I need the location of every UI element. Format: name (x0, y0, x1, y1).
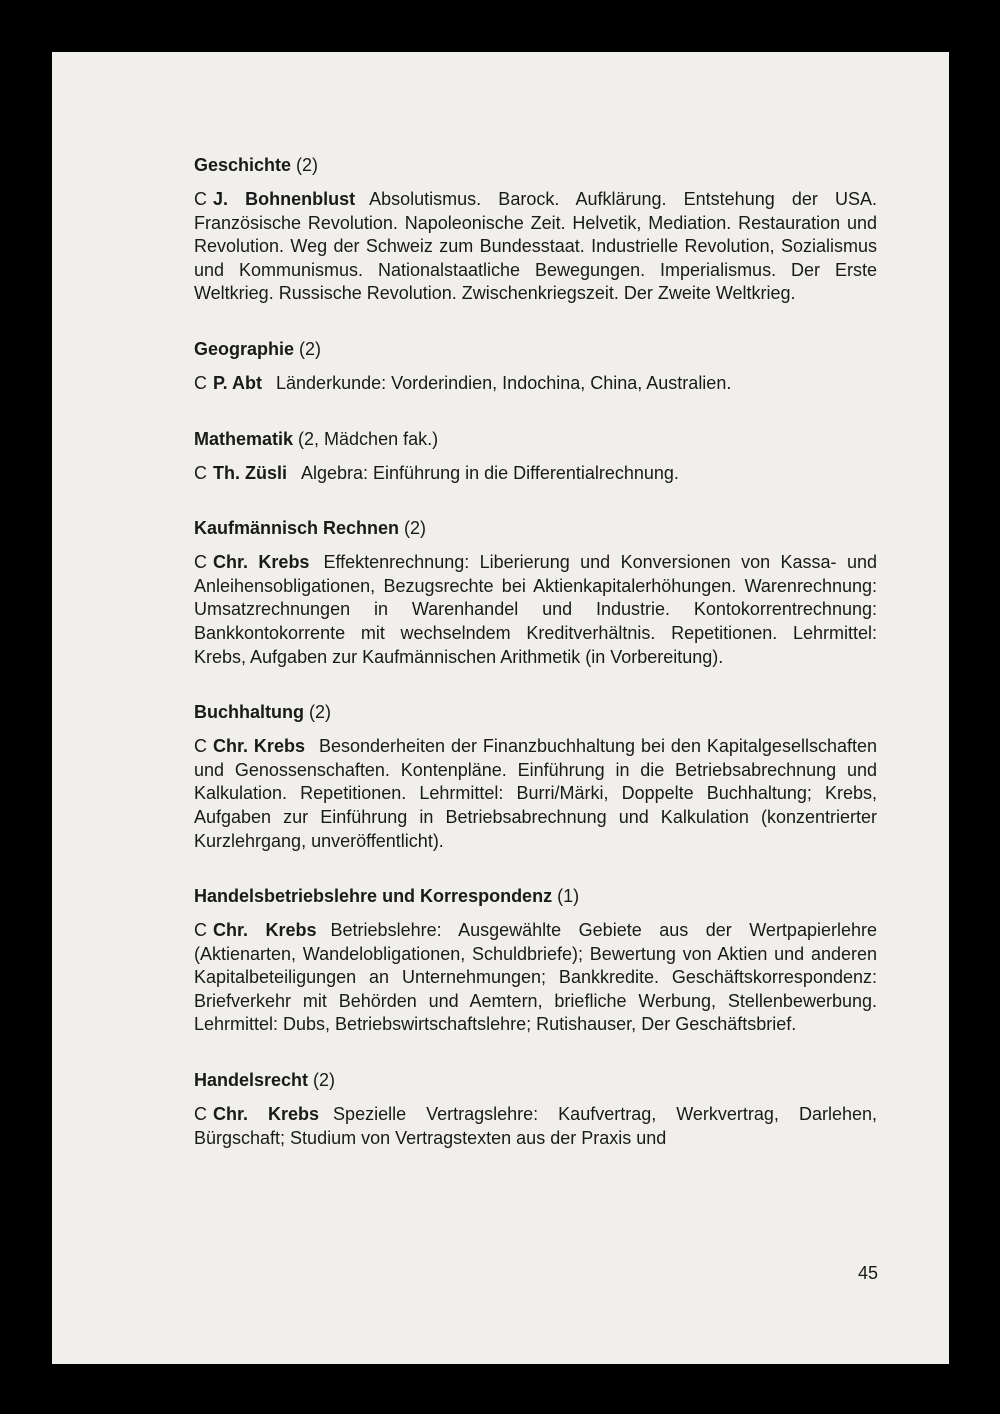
course-text: Betriebslehre: Ausgewählte Gebiete aus der Wertpapierlehre (Aktienarten, Wandelobligationen, Schuldbriefe); Bewertung von Aktien und anderen Kapitalbeteiligungen an Unternehmungen; Bankkredite. Geschäftskorrespondenz: Briefverkehr mit Behörden und Aemtern, briefliche Werbung, Stellenbewerbung. Lehrmittel: Dubs, Betriebswirtschaftslehre; Rutishauser, Der Geschäftsbrief. (194, 920, 877, 1035)
course-text: Besonderheiten der Finanzbuchhaltung bei den Kapitalgesellschaften und Genossenschaften. Kontenpläne. Einführung in die Betriebsabrechnung und Kalkulation. Repetitionen. Lehrmittel: Burri/Märki, Doppelte Buchhaltung; Krebs, Aufgaben zur Einführung in Betriebsabrechnung und Kalkulation (konzentrierter Kurzlehrgang, unveröffentlicht). (194, 736, 877, 851)
section-heading (194, 885, 877, 908)
teacher-name: Chr. Krebs (213, 1104, 320, 1125)
teacher-name: Chr. Krebs (213, 736, 305, 757)
course-text: Algebra: Einführung in die Differentialrechnung. (301, 462, 679, 483)
teacher-name: J. Bohnenblust (213, 189, 356, 209)
class-code: C (194, 189, 207, 209)
class-code: C (194, 736, 207, 757)
teacher-name: Chr. Krebs (213, 920, 317, 941)
section-heading (194, 338, 877, 361)
page-number: 45 (857, 1263, 878, 1283)
section-heading (194, 517, 877, 540)
section-description (194, 551, 877, 669)
course-text: Länderkunde: Vorderindien, Indochina, China, Australien. (276, 372, 732, 393)
teacher-name: Th. Züsli (213, 462, 287, 483)
class-code: C (194, 920, 207, 941)
section-heading (194, 1069, 877, 1092)
section-description (194, 462, 877, 486)
course-text: Spezielle Vertragslehre: Kaufvertrag, Werkvertrag, Darlehen, Bürgschaft; Studium von Vertragstexten aus der Praxis und (194, 1104, 877, 1148)
section-heading (194, 701, 877, 724)
section-description (194, 372, 877, 396)
subject-title: Buchhaltung (194, 702, 304, 723)
subject-title: Handelsrecht (194, 1070, 309, 1091)
document-page (52, 52, 949, 1364)
section-kaufmaennisch-rechnen (194, 517, 877, 669)
section-heading (194, 154, 877, 177)
section-mathematik (194, 428, 877, 486)
page-content (194, 154, 877, 1150)
subject-title: Handelsbetriebslehre und Korrespondenz (194, 886, 553, 907)
class-code: C (194, 462, 207, 483)
subject-hours: (2) (294, 338, 322, 359)
subject-title: Kaufmännisch Rechnen (194, 518, 400, 539)
section-handelsrecht (194, 1069, 877, 1150)
section-heading (194, 428, 877, 451)
subject-title: Geschichte (194, 155, 292, 175)
subject-title: Geographie (194, 338, 295, 359)
teacher-name: Chr. Krebs (213, 552, 310, 573)
teacher-name: P. Abt (213, 372, 263, 393)
class-code: C (194, 552, 207, 573)
class-code: C (194, 372, 207, 393)
section-description (194, 735, 877, 853)
course-text: Absolutismus. Barock. Aufklärung. Entstehung der USA. Französische Revolution. Napoleonische Zeit. Helvetik, Mediation. Restauration und Revolution. Weg der Schweiz zum Bundesstaat. Industrielle Revolution, Sozialismus und Kommunismus. Nationalstaatliche Bewegungen. Imperialismus. Der Erste Weltkrieg. Russische Revolution. Zwischenkriegszeit. Der Zweite Weltkrieg. (194, 189, 878, 304)
class-code: C (194, 1104, 207, 1125)
subject-title: Mathematik (194, 428, 294, 449)
section-description (194, 188, 877, 306)
subject-hours: (2, Mädchen fak.) (293, 428, 439, 449)
section-handelsbetriebslehre (194, 885, 877, 1037)
subject-hours: (2) (399, 518, 427, 539)
subject-hours: (1) (552, 886, 580, 907)
section-geschichte (194, 154, 877, 306)
section-buchhaltung (194, 701, 877, 853)
section-description (194, 919, 877, 1037)
section-geographie (194, 338, 877, 396)
subject-hours: (2) (291, 155, 319, 175)
subject-hours: (2) (308, 1070, 336, 1091)
course-text: Effektenrechnung: Liberierung und Konversionen von Kassa- und Anleihensobligationen, Bezugsrechte bei Aktienkapitalerhöhungen. Warenrechnung: Umsatzrechnungen in Warenhandel und Industrie. Kontokorrentrechnung: Bankkontokorrente mit wechselndem Kreditverhältnis. Repetitionen. Lehrmittel: Krebs, Aufgaben zur Kaufmännischen Arithmetik (in Vorbereitung). (194, 552, 877, 667)
subject-hours: (2) (304, 702, 331, 723)
section-description (194, 1103, 877, 1150)
